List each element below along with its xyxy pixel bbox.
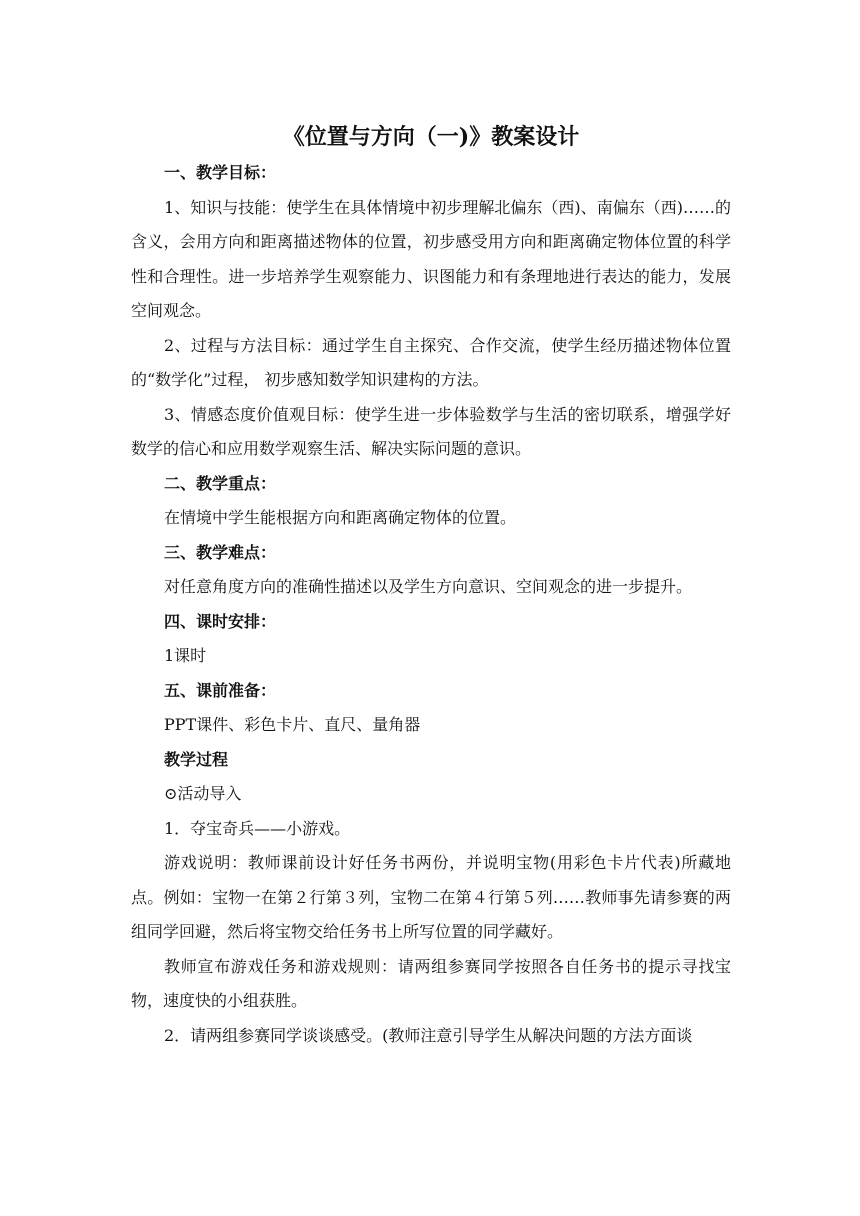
document-body (131, 118, 731, 1053)
game-rules: 教师宣布游戏任务和游戏规则：请两组参赛同学按照各自任务书的提示寻找宝物，速度快的小组获胜。 (131, 956, 731, 1010)
goal-process-methods: 2、过程与方法目标：通过学生自主探究、合作交流，使学生经历描述物体位置的“数学化”过程， 初步感知数学知识建构的方法。 (131, 335, 731, 389)
step-1-text: 1．夺宝奇兵——小游戏。 (164, 818, 351, 838)
section-heading-process: 教学过程 (164, 749, 229, 769)
difficulties-text: 对任意角度方向的准确性描述以及学生方向意识、空间观念的进一步提升。 (164, 577, 693, 596)
section-heading-key-points: 二、教学重点： (164, 473, 277, 493)
section-heading-difficulties: 三、教学难点： (164, 542, 277, 562)
section-heading-schedule: 四、课时安排： (164, 611, 277, 631)
preparation-text: PPT课件、彩色卡片、直尺、量角器 (164, 715, 421, 734)
step-2-text: 2．请两组参赛同学谈谈感受。(教师注意引导学生从解决问题的方法方面谈 (164, 1025, 693, 1045)
section-heading-goals: 一、教学目标： (164, 163, 277, 182)
goal-knowledge-skills: 1、知识与技能：使学生在具体情境中初步理解北偏东（西)、南偏东（西)……的含义，会用方向和距离描述物体的位置，初步感受用方向和距离确定物体位置的科学性和合理性。进一步培养学生观察能力、识图能力和有条理地进行表达的能力，发展空间观念。 (131, 197, 731, 320)
key-points-text: 在情境中学生能根据方向和距离确定物体的位置。 (164, 508, 517, 527)
schedule-text: 1课时 (164, 646, 207, 665)
goal-attitude-values: 3、情感态度价值观目标：使学生进一步体验数学与生活的密切联系，增强学好数学的信心和应用数学观察生活、解决实际问题的意识。 (131, 404, 731, 458)
section-heading-preparation: 五、课前准备： (164, 680, 277, 700)
game-description: 游戏说明：教师课前设计好任务书两份，并说明宝物(用彩色卡片代表)所藏地点。例如：宝物一在第２行第３列，宝物二在第４行第５列……教师事先请参赛的两组同学回避，然后将宝物交给任务书上所写位置的同学藏好。 (131, 853, 731, 941)
document-title: 《位置与方向（一)》教案设计 (282, 124, 580, 150)
activity-intro-heading: ⊙活动导入 (164, 784, 242, 803)
